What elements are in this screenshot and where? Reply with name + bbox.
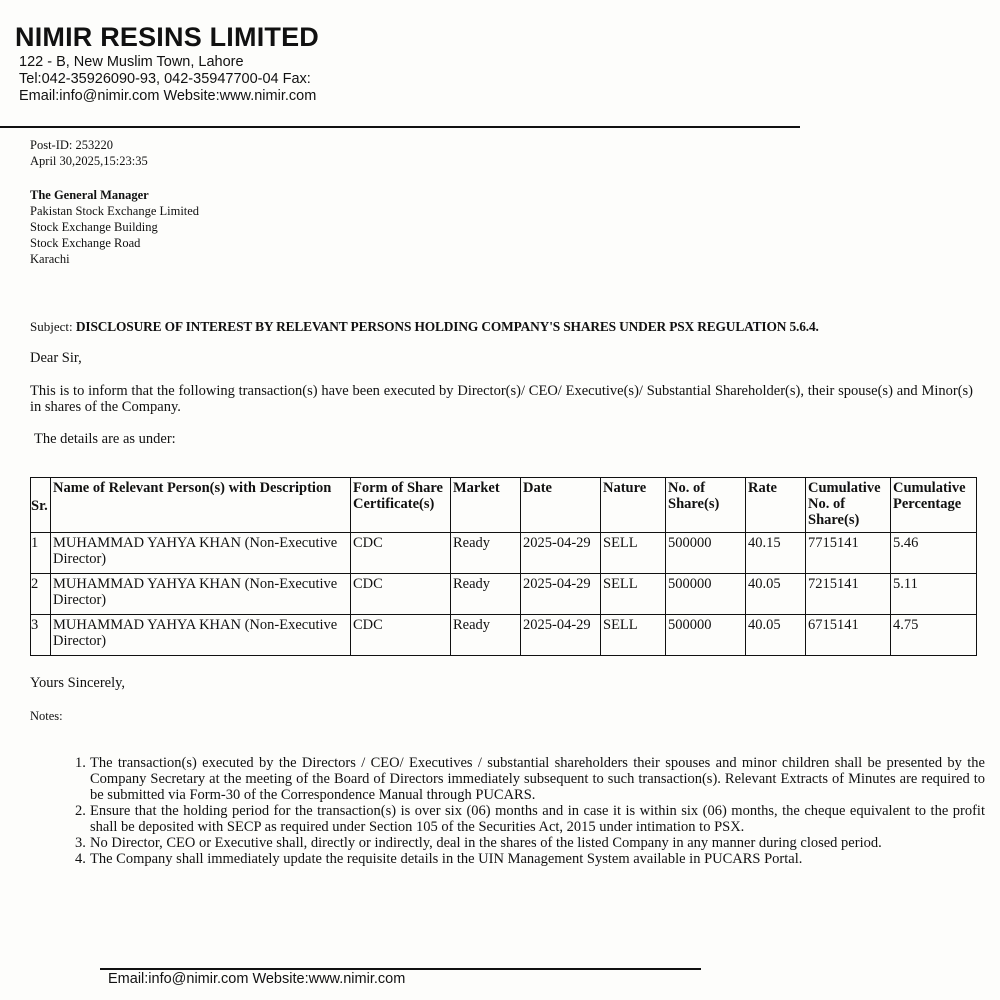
cell-market: Ready	[451, 574, 521, 615]
cell-nature: SELL	[601, 533, 666, 574]
cell-shares: 500000	[666, 533, 746, 574]
col-header-form: Form of Share Certificate(s)	[351, 478, 451, 533]
cell-rate: 40.05	[746, 574, 806, 615]
cell-date: 2025-04-29	[521, 533, 601, 574]
addressee-line: Karachi	[30, 252, 70, 266]
notes-label: Notes:	[30, 709, 63, 723]
cell-nature: SELL	[601, 615, 666, 656]
cell-cumulative-percentage: 5.46	[891, 533, 977, 574]
col-header-rate: Rate	[746, 478, 806, 533]
subject-label: Subject:	[30, 319, 76, 334]
cell-sr: 3	[31, 615, 51, 656]
col-header-name: Name of Relevant Person(s) with Description	[51, 478, 351, 533]
note-item	[75, 851, 985, 867]
table-header-row	[31, 478, 977, 533]
col-header-cumulative-shares: Cumulative No. of Share(s)	[806, 478, 891, 533]
cell-cumulative-shares: 7715141	[806, 533, 891, 574]
details-intro: The details are as under:	[34, 431, 176, 447]
closing-line: Yours Sincerely,	[30, 675, 126, 691]
subject-line	[30, 319, 819, 336]
cell-shares: 500000	[666, 615, 746, 656]
cell-form: CDC	[351, 615, 451, 656]
note-item	[75, 835, 985, 851]
cell-market: Ready	[451, 615, 521, 656]
col-header-shares: No. of Share(s)	[666, 478, 746, 533]
header-divider	[0, 126, 800, 128]
post-id: Post-ID: 253220	[30, 138, 113, 152]
cell-form: CDC	[351, 533, 451, 574]
note-item	[75, 803, 985, 835]
note-number: 2.	[75, 803, 86, 819]
note-number: 3.	[75, 835, 86, 851]
transactions-table	[30, 477, 977, 656]
cell-date: 2025-04-29	[521, 615, 601, 656]
footer-email-website: Email:info@nimir.com Website:www.nimir.com	[108, 971, 406, 987]
cell-name: MUHAMMAD YAHYA KHAN (Non-Executive Director)	[51, 574, 351, 615]
intro-paragraph: This is to inform that the following transaction(s) have been executed by Director(s)/ CEO/ Executive(s)/ Substantial Shareholder(s), their spouse(s) and Minor(s) in shares of the Company.	[30, 383, 973, 415]
cell-form: CDC	[351, 574, 451, 615]
col-header-market: Market	[451, 478, 521, 533]
table-row	[31, 574, 977, 615]
cell-sr: 1	[31, 533, 51, 574]
cell-market: Ready	[451, 533, 521, 574]
cell-sr: 2	[31, 574, 51, 615]
company-name: NIMIR RESINS LIMITED	[15, 22, 320, 52]
cell-rate: 40.05	[746, 615, 806, 656]
note-number: 4.	[75, 851, 86, 867]
addressee-line: Pakistan Stock Exchange Limited	[30, 204, 200, 218]
cell-cumulative-percentage: 5.11	[891, 574, 977, 615]
cell-rate: 40.15	[746, 533, 806, 574]
addressee-line: Stock Exchange Road	[30, 236, 141, 250]
cell-date: 2025-04-29	[521, 574, 601, 615]
table-row	[31, 533, 977, 574]
cell-name: MUHAMMAD YAHYA KHAN (Non-Executive Director)	[51, 533, 351, 574]
addressee-title: The General Manager	[30, 188, 149, 202]
note-text: The transaction(s) executed by the Directors / CEO/ Executives / substantial shareholders their spouses and minor children shall be presented by the Company Secretary at the meeting of the Board of Directors immediately subsequent to such transaction(s). Relevant Extracts of Minutes are required to be submitted via Form-30 of the Correspondence Manual through PUCARS.	[90, 755, 985, 803]
company-email-website: Email:info@nimir.com Website:www.nimir.com	[19, 88, 317, 104]
company-address: 122 - B, New Muslim Town, Lahore	[19, 54, 244, 70]
post-date: April 30,2025,15:23:35	[30, 154, 148, 168]
cell-nature: SELL	[601, 574, 666, 615]
cell-name: MUHAMMAD YAHYA KHAN (Non-Executive Director)	[51, 615, 351, 656]
col-header-nature: Nature	[601, 478, 666, 533]
note-number: 1.	[75, 755, 86, 771]
notes-list	[75, 755, 985, 867]
company-phone: Tel:042-35926090-93, 042-35947700-04 Fax:	[19, 71, 311, 87]
subject-text: DISCLOSURE OF INTEREST BY RELEVANT PERSONS HOLDING COMPANY'S SHARES UNDER PSX REGULATION 5.6.4.	[75, 319, 819, 334]
note-item	[75, 755, 985, 803]
salutation: Dear Sir,	[30, 350, 82, 366]
cell-shares: 500000	[666, 574, 746, 615]
note-text: No Director, CEO or Executive shall, directly or indirectly, deal in the shares of the listed Company in any manner during closed period.	[90, 835, 882, 851]
cell-cumulative-shares: 6715141	[806, 615, 891, 656]
note-text: Ensure that the holding period for the transaction(s) is over six (06) months and in case it is within six (06) months, the cheque equivalent to the profit shall be deposited with SECP as required under Section 105 of the Securities Act, 2015 under intimation to PSX.	[90, 803, 985, 835]
note-text: The Company shall immediately update the requisite details in the UIN Management System available in PUCARS Portal.	[90, 851, 803, 867]
cell-cumulative-percentage: 4.75	[891, 615, 977, 656]
addressee-line: Stock Exchange Building	[30, 220, 158, 234]
footer-divider	[100, 968, 701, 970]
cell-cumulative-shares: 7215141	[806, 574, 891, 615]
col-header-cumulative-percentage: Cumulative Percentage	[891, 478, 977, 533]
col-header-date: Date	[521, 478, 601, 533]
col-header-sr: Sr.	[31, 478, 51, 533]
table-row	[31, 615, 977, 656]
